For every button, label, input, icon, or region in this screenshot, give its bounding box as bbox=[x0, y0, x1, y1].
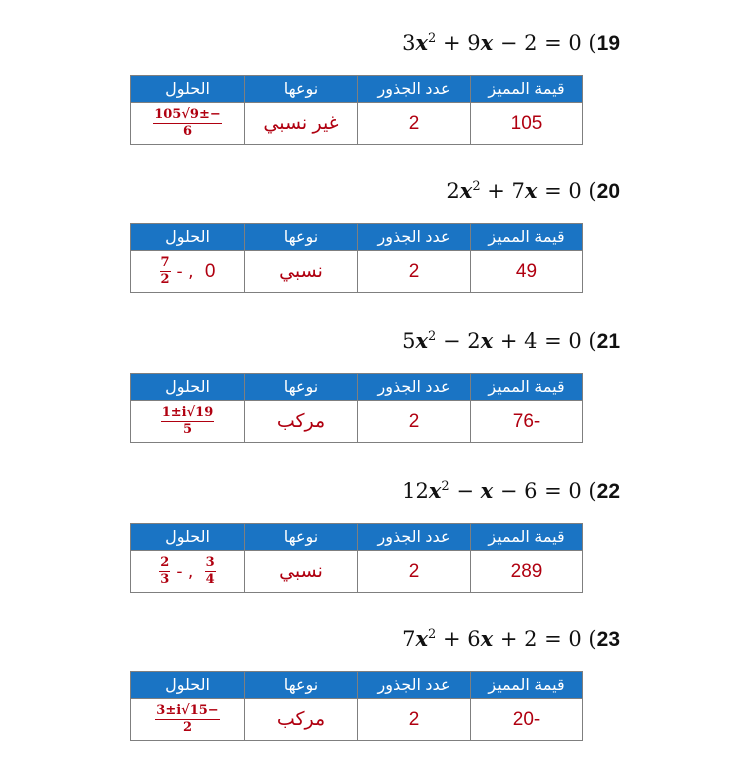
discriminant-value: 289 bbox=[471, 551, 583, 593]
problem-20 bbox=[0, 178, 756, 298]
header-root-count: عدد الجذور bbox=[358, 672, 471, 699]
header-root-count: عدد الجذور bbox=[358, 224, 471, 251]
header-solutions: الحلول bbox=[131, 672, 245, 699]
solutions-value: $\frac{3}{4}$ , - $\frac{2}{3}$ bbox=[131, 551, 245, 593]
solution-table bbox=[130, 523, 583, 593]
header-root-count: عدد الجذور bbox=[358, 524, 471, 551]
equation: $12x^2 - x - 6 = 0$ (22 bbox=[402, 478, 620, 503]
problem-21 bbox=[0, 328, 756, 448]
solution-table bbox=[130, 223, 583, 293]
type-value: مركب bbox=[245, 699, 358, 741]
problem-number: 19 bbox=[596, 32, 620, 55]
solutions-value bbox=[131, 401, 245, 443]
type-value: مركب bbox=[245, 401, 358, 443]
discriminant-value: 49 bbox=[471, 251, 583, 293]
fraction: $\frac{2}{3}$ bbox=[160, 555, 170, 587]
problem-number: 23 bbox=[596, 628, 620, 651]
discriminant-value: 105 bbox=[471, 103, 583, 145]
header-root-count: عدد الجذور bbox=[358, 374, 471, 401]
solution-table bbox=[130, 75, 583, 145]
problem-23 bbox=[0, 626, 756, 746]
equation: $3x^2 + 9x - 2 = 0$ (19 bbox=[402, 30, 620, 55]
root-count-value: 2 bbox=[358, 251, 471, 293]
header-discriminant: قيمة المميز bbox=[471, 76, 583, 103]
header-discriminant: قيمة المميز bbox=[471, 374, 583, 401]
header-solutions: الحلول bbox=[131, 374, 245, 401]
header-type: نوعها bbox=[245, 672, 358, 699]
solution-table bbox=[130, 373, 583, 443]
equation: $5x^2 - 2x + 4 = 0$ (21 bbox=[402, 328, 620, 353]
equation: $7x^2 + 6x + 2 = 0$ (23 bbox=[402, 626, 620, 651]
type-value: غير نسبي bbox=[245, 103, 358, 145]
fraction: $\frac{7}{2}$ bbox=[160, 255, 170, 287]
fraction: $\frac{3}{4}$ bbox=[205, 555, 215, 587]
solutions-value: 0 , - $\frac{7}{2}$ bbox=[131, 251, 245, 293]
problem-22 bbox=[0, 478, 756, 598]
problem-number: 20 bbox=[596, 180, 620, 203]
header-discriminant: قيمة المميز bbox=[471, 524, 583, 551]
header-root-count: عدد الجذور bbox=[358, 76, 471, 103]
header-discriminant: قيمة المميز bbox=[471, 672, 583, 699]
header-solutions: الحلول bbox=[131, 76, 245, 103]
header-solutions: الحلول bbox=[131, 224, 245, 251]
fraction: $\frac{-3\pm i√15}{2}$ bbox=[156, 703, 219, 735]
fraction: $\frac{-9\pm√105}{6}$ bbox=[154, 107, 221, 139]
root-count-value: 2 bbox=[358, 699, 471, 741]
root-count-value: 2 bbox=[358, 103, 471, 145]
root-count-value: 2 bbox=[358, 551, 471, 593]
problem-number: 22 bbox=[596, 480, 620, 503]
header-type: نوعها bbox=[245, 224, 358, 251]
header-type: نوعها bbox=[245, 374, 358, 401]
header-type: نوعها bbox=[245, 76, 358, 103]
solution-table bbox=[130, 671, 583, 741]
problem-19 bbox=[0, 30, 756, 150]
equation: $2x^2 + 7x = 0$ (20 bbox=[446, 178, 620, 203]
discriminant-value: -20 bbox=[471, 699, 583, 741]
header-solutions: الحلول bbox=[131, 524, 245, 551]
discriminant-value: -76 bbox=[471, 401, 583, 443]
type-value: نسبي bbox=[245, 251, 358, 293]
root-count-value: 2 bbox=[358, 401, 471, 443]
solutions-value bbox=[131, 699, 245, 741]
header-type: نوعها bbox=[245, 524, 358, 551]
fraction: $\frac{1\pm i√19}{5}$ bbox=[161, 405, 214, 437]
solutions-value bbox=[131, 103, 245, 145]
type-value: نسبي bbox=[245, 551, 358, 593]
header-discriminant: قيمة المميز bbox=[471, 224, 583, 251]
problem-number: 21 bbox=[596, 330, 620, 353]
